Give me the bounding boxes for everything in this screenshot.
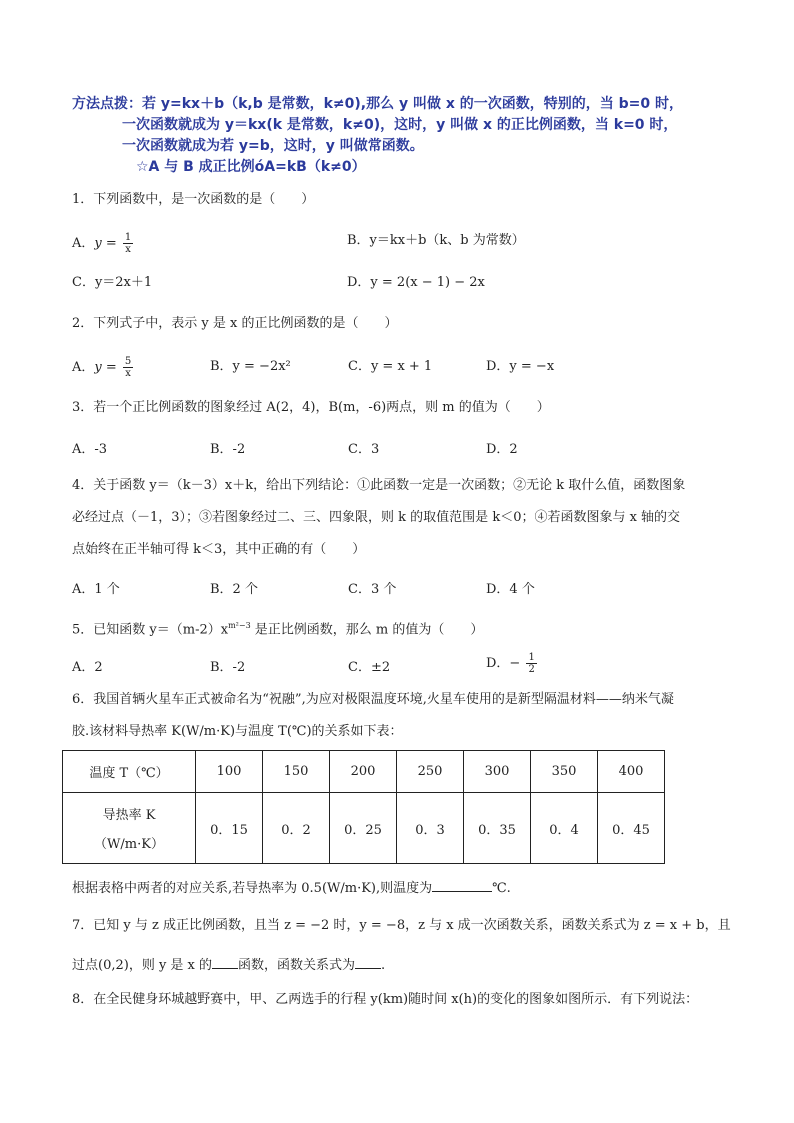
q2-option-a: A．y = $\frac{5}{x}$ <box>72 356 132 379</box>
table-cell: 0．15 <box>196 793 263 864</box>
table-cell: 350 <box>531 751 598 793</box>
table-cell: 400 <box>598 751 665 793</box>
tip-line-4: ☆A 与 B 成正比例óA=kB（k≠0） <box>136 159 366 175</box>
q4-option-d: D．4 个 <box>486 582 535 597</box>
q6-line-1: 6．我国首辆火星车正式被命名为“祝融”,为应对极限温度环境,火星车使用的是新型隔温材料——纳米气凝 <box>72 692 674 707</box>
table-cell: 0．4 <box>531 793 598 864</box>
q5-stem: 5．已知函数 $y=(m-2)x^{m^2-3}$ 是正比例函数，那么 m 的值为（ ） <box>72 621 484 638</box>
q5-option-b: B．-2 <box>210 660 246 675</box>
q4-line-2: 必经过点（－1，3）；③若图象经过二、三、四象限，则 k 的取值范围是 k＜0；④若函数图象与 x 轴的交 <box>72 510 681 525</box>
tip-line-1: 方法点拨：若 y=kx＋b（k,b 是常数，k≠0),那么 y 叫做 x 的一次函数，特别的，当 b=0 时， <box>72 96 684 112</box>
table-cell: 150 <box>263 751 330 793</box>
q6-line-2: 胶.该材料导热率 K(W/m·K)与温度 T(℃)的关系如下表： <box>72 724 403 739</box>
q1-option-d: D．y = 2(x − 1) − 2x <box>347 275 485 290</box>
q4-line-3: 点始终在正半轴可得 k＜3，其中正确的有（ ） <box>72 542 366 557</box>
tip-line-3: 一次函数就成为若 y=b，这时，y 叫做常函数。 <box>122 138 424 154</box>
q7-line-1: 7．已知 y 与 z 成正比例函数，且当 z = −2 时，y = −8，z 与 x 成一次函数关系，函数关系式为 z = x + b，且 <box>72 918 731 933</box>
q4-option-a: A．1 个 <box>72 582 120 597</box>
table-cell: 300 <box>464 751 531 793</box>
answer-blank[interactable] <box>432 878 492 892</box>
q2-option-d: D．y = −x <box>486 359 555 374</box>
q7-line-2: 过点(0,2)，则 y 是 x 的 函数，函数关系式为 . <box>72 955 732 976</box>
table-cell: 0．3 <box>397 793 464 864</box>
q4-option-b: B．2 个 <box>210 582 258 597</box>
table-row-conductivity <box>63 793 665 864</box>
q1-option-c: C．y＝2x＋1 <box>72 275 153 290</box>
table-cell: 250 <box>397 751 464 793</box>
q3-stem: 3．若一个正比例函数的图象经过 A(2，4)，B(m，-6)两点，则 m 的值为（ ） <box>72 400 550 415</box>
q3-option-c: C．3 <box>348 442 380 457</box>
table-cell: 0．2 <box>263 793 330 864</box>
q2-option-b: B．y = −2x² <box>210 359 291 374</box>
table-header-temperature: 温度 T（℃） <box>63 751 196 793</box>
answer-blank[interactable] <box>355 955 381 969</box>
q2-option-c: C．y = x + 1 <box>348 359 433 374</box>
table-cell: 100 <box>196 751 263 793</box>
q5-option-d: D．− $\frac{1}{2}$ <box>486 652 535 675</box>
q1-option-b: B．y＝kx＋b（k、b 为常数） <box>347 233 525 248</box>
q4-line-1: 4．关于函数 y＝（k－3）x＋k，给出下列结论：①此函数一定是一次函数；②无论 k 取什么值，函数图象 <box>72 478 686 493</box>
q3-option-d: D．2 <box>486 442 518 457</box>
table-cell: 0．45 <box>598 793 665 864</box>
answer-blank[interactable] <box>212 955 238 969</box>
q1-option-a: A．y = $\frac{1}{x}$ <box>72 232 132 255</box>
q8-line-1: 8．在全民健身环城越野赛中，甲、乙两选手的行程 y(km)随时间 x(h)的变化的图象如图所示．有下列说法： <box>72 992 699 1007</box>
q6-answer-line: 根据表格中两者的对应关系,若导热率为 0.5(W/m·K),则温度为 ℃. <box>72 878 732 899</box>
tip-line-2: 一次函数就成为 y＝kx(k 是常数，k≠0)，这时，y 叫做 x 的正比例函数，当 k=0 时， <box>122 117 678 133</box>
method-tip <box>72 94 752 178</box>
table-row-temperature <box>63 751 665 793</box>
q3-option-a: A．-3 <box>72 442 108 457</box>
table-header-conductivity: 导热率 K （W/m·K） <box>63 793 196 864</box>
q3-option-b: B．-2 <box>210 442 246 457</box>
q2-stem: 2．下列式子中，表示 y 是 x 的正比例函数的是（ ） <box>72 316 398 331</box>
table-cell: 0．35 <box>464 793 531 864</box>
q1-stem: 1．下列函数中，是一次函数的是（ ） <box>72 192 315 207</box>
q4-option-c: C．3 个 <box>348 582 397 597</box>
conductivity-table <box>62 750 665 864</box>
q5-option-c: C．±2 <box>348 660 391 675</box>
table-cell: 0．25 <box>330 793 397 864</box>
q5-option-a: A．2 <box>72 660 103 675</box>
table-cell: 200 <box>330 751 397 793</box>
